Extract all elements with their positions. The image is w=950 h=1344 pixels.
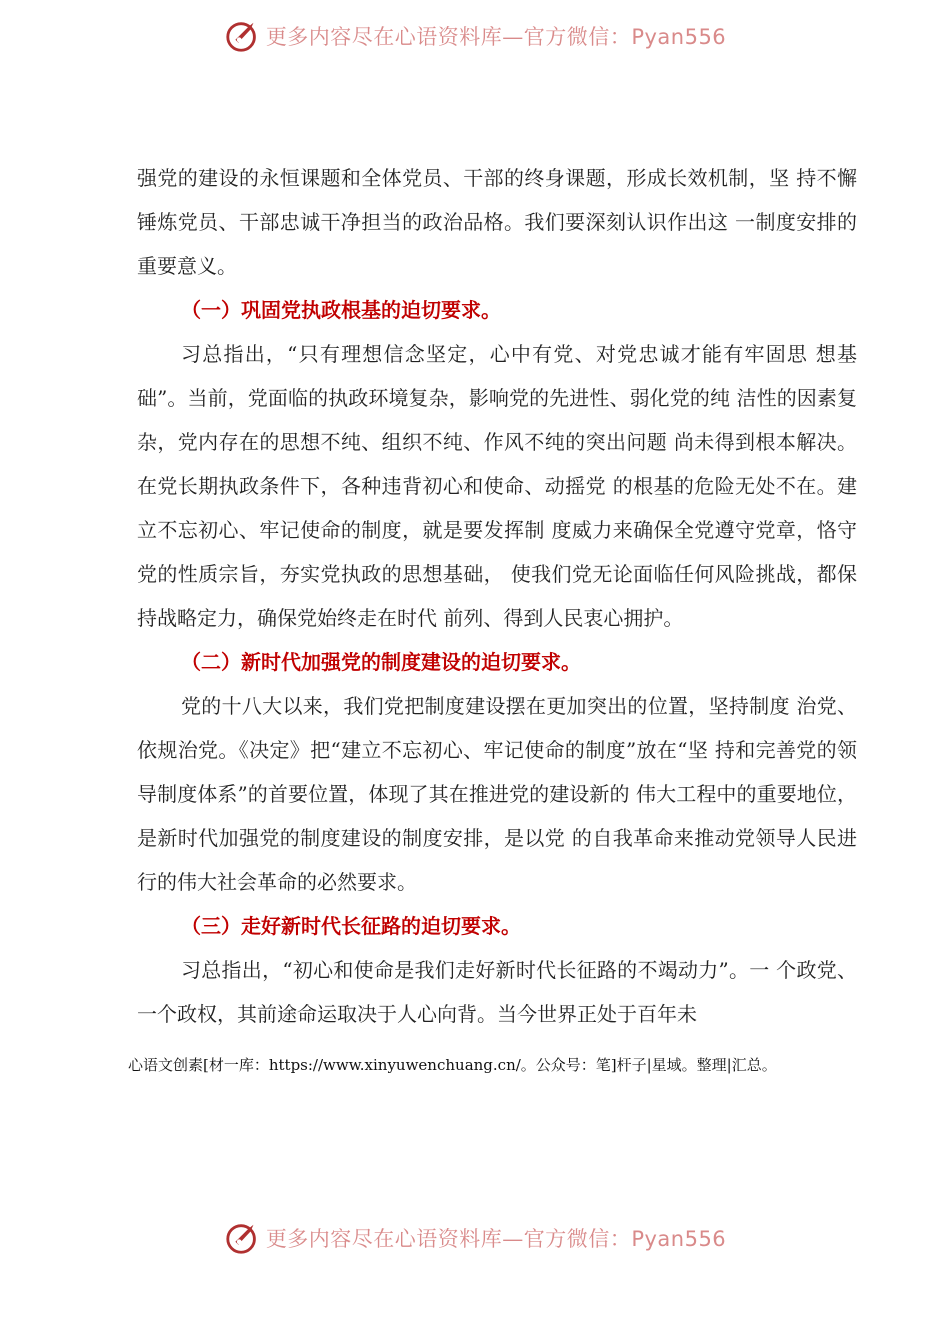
- footer-banner: [0, 1216, 950, 1260]
- section-heading-2: （二）新时代加强党的制度建设的迫切要求。: [181, 650, 581, 674]
- banner-text: 更多内容尽在心语资料库—官方微信：: [265, 1227, 632, 1251]
- paragraph: 习总指出，“初心和使命是我们走好新时代长征路的不竭动力”。一 个政党、一个政权，其前途命运取决于人心向背。当今世界正处于百年未: [137, 958, 857, 1026]
- banner-wechat-id: Pyan556: [631, 1227, 727, 1251]
- document-body: [137, 156, 857, 1036]
- paragraph: 党的十八大以来，我们党把制度建设摆在更加突出的位置，坚持制度 治党、依规治党。《决定》把“建立不忘初心、牢记使命的制度”放在“坚 持和完善党的领导制度体系”的首要位置，体现了其在推进党的建设新的 伟大工程中的重要地位，是新时代加强党的制度建设的制度安排，是以党 的自我革命来推动党领导人民进行的伟大社会革命的必然要求。: [137, 694, 857, 894]
- section-heading-1: （一）巩固党执政根基的迫切要求。: [181, 298, 501, 322]
- paragraph: 强党的建设的永恒课题和全体党员、干部的终身课题，形成长效机制，坚 持不懈锤炼党员、干部忠诚干净担当的政治品格。我们要深刻认识作出这 一制度安排的重要意义。: [137, 166, 857, 278]
- banner-text: 更多内容尽在心语资料库—官方微信：: [265, 25, 632, 49]
- paragraph: 习总指出，“只有理想信念坚定，心中有党、对党忠诚才能有牢固思 想基础”。当前，党面临的执政环境复杂，影响党的先进性、弱化党的纯 洁性的因素复杂，党内存在的思想不纯、组织不纯、作风不纯的突出问题 尚未得到根本解决。在党长期执政条件下，各种违背初心和使命、动摇党 的根基的危险无处不在。建立不忘初心、牢记使命的制度，就是要发挥制 度威力来确保全党遵守党章，恪守党的性质宗旨，夯实党执政的思想基础， 使我们党无论面临任何风险挑战，都保持战略定力，确保党始终走在时代 前列、得到人民衷心拥护。: [137, 342, 857, 630]
- header-banner: [0, 14, 950, 58]
- banner-wechat-id: Pyan556: [631, 25, 727, 49]
- footer-source-note: 心语文创素[材一库：https://www.xinyuwenchuang.cn/。公众号：笔]杆子|星域。整理|汇总。: [128, 1056, 777, 1074]
- pen-logo-icon: [224, 17, 262, 55]
- section-heading-3: （三）走好新时代长征路的迫切要求。: [181, 914, 521, 938]
- pen-logo-icon: [224, 1219, 262, 1257]
